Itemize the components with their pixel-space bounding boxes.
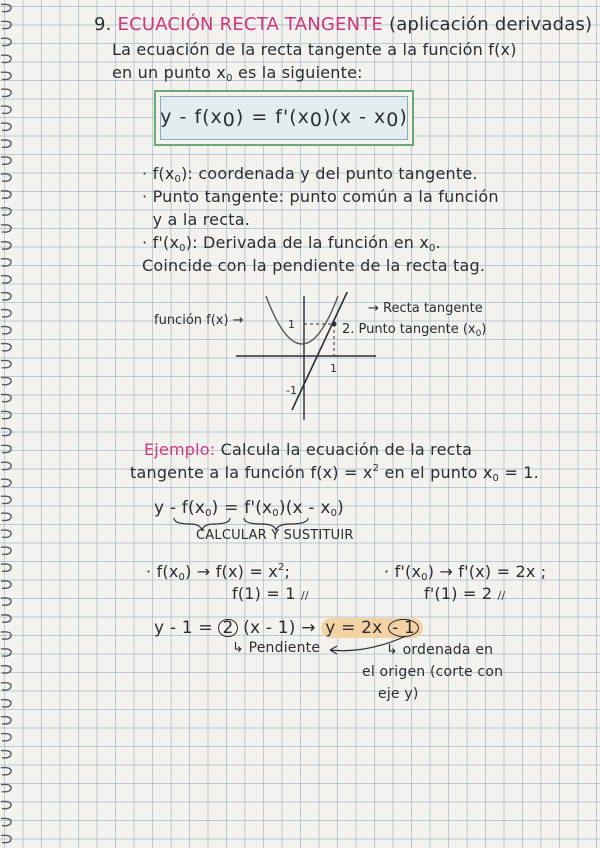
- calc-text: ;: [284, 562, 291, 581]
- spiral-ring: [1, 784, 11, 791]
- bullet-sub: 0: [174, 174, 182, 185]
- tangent-point: [332, 322, 337, 327]
- tick-label-ym1: -1: [286, 384, 297, 397]
- bullet-sub: 0: [429, 243, 436, 254]
- formula-sub: 0: [386, 108, 400, 131]
- spiral-ring: [1, 89, 11, 96]
- calc-left-1: [146, 562, 290, 583]
- bullet-sub: 0: [179, 243, 186, 254]
- example-sup: 2: [372, 463, 380, 474]
- spiral-ring: [1, 55, 11, 62]
- intro-sub: 0: [226, 73, 233, 84]
- spiral-ring: [1, 394, 11, 401]
- calc-left-2: [232, 584, 309, 603]
- example-text: tangente a la función f(x) = x: [130, 463, 373, 482]
- slope-note: ↳ Pendiente: [232, 640, 321, 656]
- formula-part: ) = f'(x: [235, 105, 310, 128]
- spiral-ring: [1, 479, 11, 486]
- spiral-ring: [1, 632, 11, 639]
- spiral-ring: [1, 768, 11, 775]
- tangent-line: [292, 292, 350, 410]
- intro-text-b: es la siguiente:: [232, 63, 363, 82]
- point-label-text: 2. Punto tangente (x: [342, 322, 476, 337]
- spiral-ring: [1, 700, 11, 707]
- formula-part: ): [337, 498, 344, 518]
- intro-line-1: La ecuación de la recta tangente a la función f(x): [112, 40, 517, 59]
- calc-note: CALCULAR Y SUSTITUIR: [196, 528, 354, 543]
- spiral-ring: [1, 225, 11, 232]
- spiral-ring: [1, 445, 11, 452]
- example-sub: 0: [492, 473, 500, 484]
- spiral-ring: [1, 157, 11, 164]
- formula-part: y - f(x: [154, 498, 206, 518]
- tangent-line-label: → Recta tangente: [368, 301, 483, 316]
- example-label: Ejemplo:: [144, 440, 216, 459]
- spiral-ring: [1, 581, 11, 588]
- spiral-ring: [1, 4, 11, 11]
- spiral-ring: [1, 649, 11, 656]
- intercept-note-2: el origen (corte con: [362, 664, 504, 680]
- formula-sub: 0: [272, 508, 279, 519]
- double-underline-mark: //: [497, 589, 506, 602]
- bullet-text: · f(x: [142, 164, 175, 183]
- formula-sub: 0: [309, 108, 323, 131]
- example-line-1: [144, 440, 472, 459]
- intercept-note-3: eje y): [378, 686, 419, 702]
- bullet-text: · f'(x: [142, 233, 180, 252]
- example-line-2: [130, 463, 539, 484]
- calc-text: f'(1) = 2: [424, 584, 493, 603]
- spiral-ring: [1, 191, 11, 198]
- example-text: Calcula la ecuación de la recta: [220, 440, 473, 459]
- intro-text-a: en un punto x: [112, 63, 227, 82]
- spiral-ring: [1, 327, 11, 334]
- bullet-1: [142, 164, 478, 185]
- slope-circled: 2: [218, 619, 237, 637]
- tick-label-x1: 1: [330, 362, 337, 375]
- spiral-ring: [1, 123, 11, 130]
- bullet-text: Coincide con la pendiente de la recta tag.: [142, 256, 486, 275]
- bullet-3-cont: [142, 256, 485, 275]
- section-title-note: (aplicación derivadas): [388, 14, 593, 35]
- bullet-2-cont: [142, 210, 250, 229]
- spiral-ring: [1, 801, 11, 808]
- spiral-ring: [1, 242, 11, 249]
- spiral-ring: [1, 208, 11, 215]
- spiral-ring: [1, 21, 11, 28]
- spiral-ring: [1, 174, 11, 181]
- spiral-ring: [1, 717, 11, 724]
- calc-sup: 2: [277, 562, 285, 573]
- spiral-ring: [1, 377, 11, 384]
- spiral-ring: [1, 310, 11, 317]
- spiral-ring: [1, 496, 11, 503]
- point-label-sub: 0: [475, 329, 482, 339]
- tangent-graph: [150, 292, 530, 430]
- double-underline-mark: //: [300, 589, 309, 602]
- spiral-ring: [1, 428, 11, 435]
- section-heading: [94, 14, 592, 35]
- intercept-circled: - 1: [388, 619, 419, 637]
- formula-sub: 0: [330, 508, 338, 519]
- tick-label-y1: 1: [288, 318, 295, 331]
- point-label-end: ): [481, 322, 487, 337]
- intercept-note-1: ↳ ordenada en: [386, 642, 494, 658]
- spiral-ring: [1, 683, 11, 690]
- spiral-ring: [1, 140, 11, 147]
- example-text: = 1.: [499, 463, 539, 482]
- example-text: en el punto x: [379, 463, 493, 482]
- spiral-ring: [1, 666, 11, 673]
- tangent-formula: [160, 106, 407, 131]
- point-label: [342, 322, 486, 339]
- calc-text: · f(x: [146, 562, 179, 581]
- calc-text: ) → f'(x) = 2x ;: [427, 562, 547, 581]
- spiral-ring: [1, 818, 11, 825]
- parabola-curve: [266, 296, 338, 344]
- spiral-ring: [1, 513, 11, 520]
- formula-part: y - f(x: [160, 105, 223, 128]
- bullet-2: [142, 187, 499, 206]
- spiral-ring: [1, 344, 11, 351]
- spiral-ring: [1, 615, 11, 622]
- calc-right-1: [384, 562, 546, 583]
- bullet-3: [142, 233, 441, 254]
- spiral-ring: [1, 360, 11, 367]
- formula-sub: 0: [205, 508, 212, 519]
- spiral-ring: [1, 106, 11, 113]
- bullet-text: ): Derivada de la función en x: [185, 233, 430, 252]
- calc-sub: 0: [421, 572, 428, 583]
- result-text: y - 1 =: [154, 618, 213, 638]
- formula-part: ) = f'(x: [211, 498, 273, 518]
- calc-sub: 0: [178, 572, 186, 583]
- spiral-ring: [1, 411, 11, 418]
- bullet-text: .: [435, 233, 441, 252]
- formula-sub: 0: [222, 108, 236, 131]
- bullet-text: · Punto tangente: punto común a la función: [142, 187, 499, 206]
- bullet-text: ): coordenada y del punto tangente.: [181, 164, 478, 183]
- calc-right-2: [424, 584, 505, 603]
- intro-line-2: [112, 63, 363, 84]
- spiral-ring: [1, 751, 11, 758]
- result-text: y = 2x: [325, 618, 383, 638]
- spiral-ring: [1, 293, 11, 300]
- formula-part: ): [399, 105, 408, 128]
- spiral-ring: [1, 72, 11, 79]
- calc-text: ) → f(x) = x: [185, 562, 278, 581]
- formula-part: )(x - x: [322, 105, 387, 128]
- spiral-ring: [1, 530, 11, 537]
- spiral-ring: [1, 276, 11, 283]
- section-number: 9.: [94, 14, 112, 35]
- tangent-formula-box: [154, 90, 414, 146]
- spiral-ring: [1, 835, 11, 842]
- function-label: función f(x) →: [154, 313, 244, 328]
- calc-text: · f'(x: [384, 562, 422, 581]
- spiral-ring: [1, 38, 11, 45]
- spiral-binding: [0, 0, 16, 848]
- spiral-ring: [1, 462, 11, 469]
- spiral-ring: [1, 598, 11, 605]
- section-title: ECUACIÓN RECTA TANGENTE: [117, 14, 384, 35]
- result-text: (x - 1) →: [243, 618, 316, 638]
- spiral-ring: [1, 564, 11, 571]
- spiral-ring: [1, 734, 11, 741]
- bullet-text: y a la recta.: [142, 210, 250, 229]
- formula-part: )(x - x: [278, 498, 331, 518]
- spiral-ring: [1, 547, 11, 554]
- spiral-ring: [1, 259, 11, 266]
- calc-text: f(1) = 1: [232, 584, 296, 603]
